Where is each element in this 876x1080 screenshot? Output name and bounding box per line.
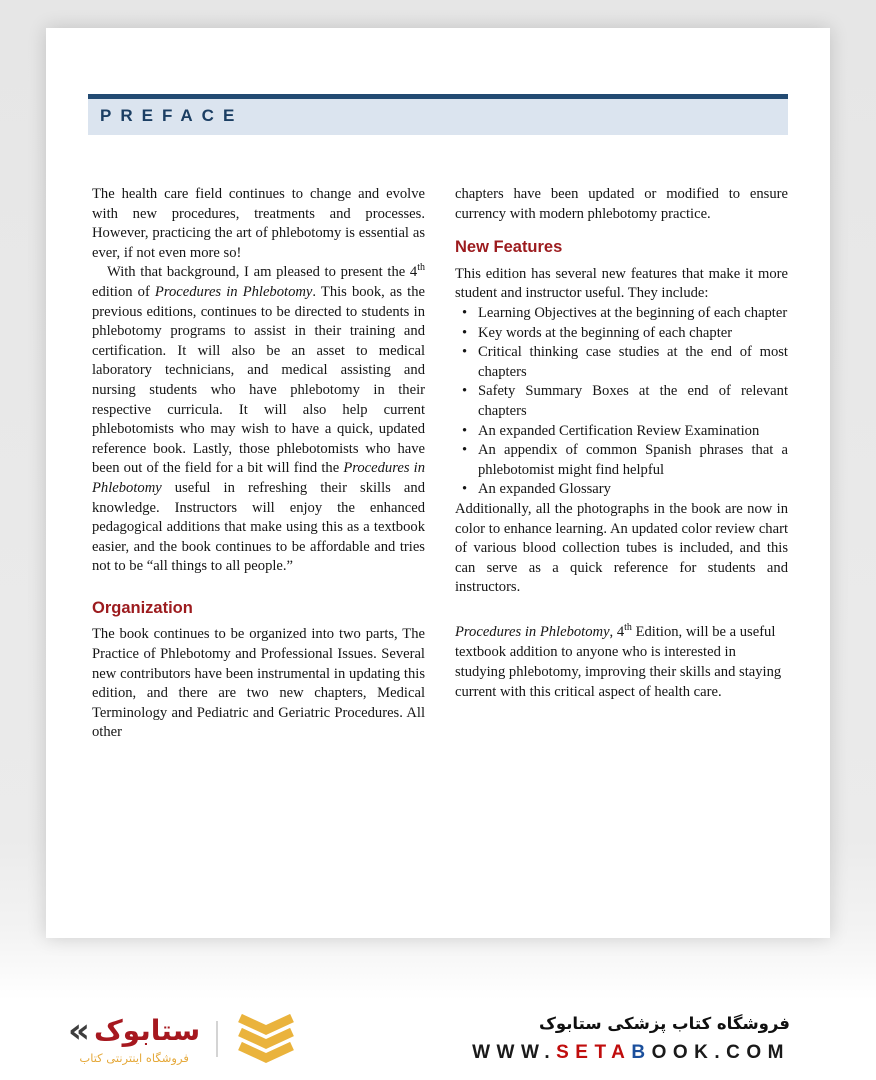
logo-tagline: فروشگاه اینترنتی کتاب <box>79 1050 189 1065</box>
list-item: • An expanded Certification Review Examination <box>455 422 788 442</box>
list-item: • Key words at the beginning of each chapter <box>455 324 788 344</box>
page-title: PREFACE <box>100 106 244 125</box>
list-item: • An expanded Glossary <box>455 480 788 500</box>
store-name-persian: فروشگاه کتاب پزشکی ستابوک <box>539 1014 790 1033</box>
guillemet-icon: « <box>68 1010 90 1051</box>
logo-script-block <box>68 1010 201 1065</box>
paragraph-organization: The book continues to be organized into two parts, The Practice of Phlebotomy and Professional Issues. Several new contributors have been instrumental in updating this edition, and there are two new chapters, Medical Terminology and Pediatric and Geriatric Procedures. All other <box>92 626 425 741</box>
setabook-logo <box>68 1010 298 1065</box>
list-item: • Learning Objectives at the beginning of each chapter <box>455 304 788 324</box>
list-item: • An appendix of common Spanish phrases that a phlebotomist might find helpful <box>455 441 788 480</box>
list-item: • Safety Summary Boxes at the end of relevant chapters <box>455 382 788 421</box>
paragraph-additionally: Additionally, all the photographs in the book are now in color to enhance learning. An updated color review chart of various blood collection tubes is included, and this can serve as a quick reference for students and instructors. <box>455 500 788 596</box>
new-features-heading: New Features <box>455 238 563 257</box>
chevron-stack-icon <box>234 1014 298 1064</box>
book-page <box>46 28 830 938</box>
right-column <box>455 185 788 743</box>
website-url: WWW.SETABOOK.COM <box>472 1042 790 1063</box>
left-column <box>92 185 425 743</box>
paragraph-continuation: chapters have been updated or modified to ensure currency with modern phlebotomy practice. <box>455 186 788 222</box>
logo-row <box>68 1010 201 1051</box>
preface-header <box>88 94 788 135</box>
list-item: • Critical thinking case studies at the end of most chapters <box>455 343 788 382</box>
organization-heading: Organization <box>92 598 193 617</box>
paragraph-intro: The health care field continues to change and evolve with new procedures, treatments and processes. However, practicing the art of phlebotomy is essential as ever, if not even more so! <box>92 186 425 261</box>
paragraph-closing: Procedures in Phlebotomy, 4th Edition, will be a useful textbook addition to anyone who is interested in studying phlebotomy, improving their skills and staying current with this critical aspect of health care. <box>455 622 782 701</box>
logo-brand-text: ستابوک <box>93 1013 201 1047</box>
paragraph-new-features-intro: This edition has several new features that make it more student and instructor useful. They include: <box>455 265 788 302</box>
footer-text-block <box>472 1014 790 1064</box>
paragraph-background: With that background, I am pleased to present the 4th edition of Procedures in Phlebotomy. This book, as the previous editions, continues to be directed to students in phlebotomy programs to assist in their training and certification. It will also be an asset to medical laboratory technicians, and medical assisting and nursing students who have phlebotomy in their respective curricula. It will also help current phlebotomists who may wish to have a quick, updated reference book. Lastly, those phlebotomists who have been out of the field for a bit will find the Procedures in Phlebotomy useful in refreshing their skills and knowledge. Instructors will enjoy the enhanced pedagogical additions that make using this as a textbook easier, and the book continues to be affordable and tries not to be “all things to all people.” <box>92 262 426 575</box>
two-column-body <box>92 185 788 743</box>
footer-divider <box>216 1021 218 1057</box>
new-features-list <box>455 304 788 500</box>
footer <box>0 998 876 1080</box>
